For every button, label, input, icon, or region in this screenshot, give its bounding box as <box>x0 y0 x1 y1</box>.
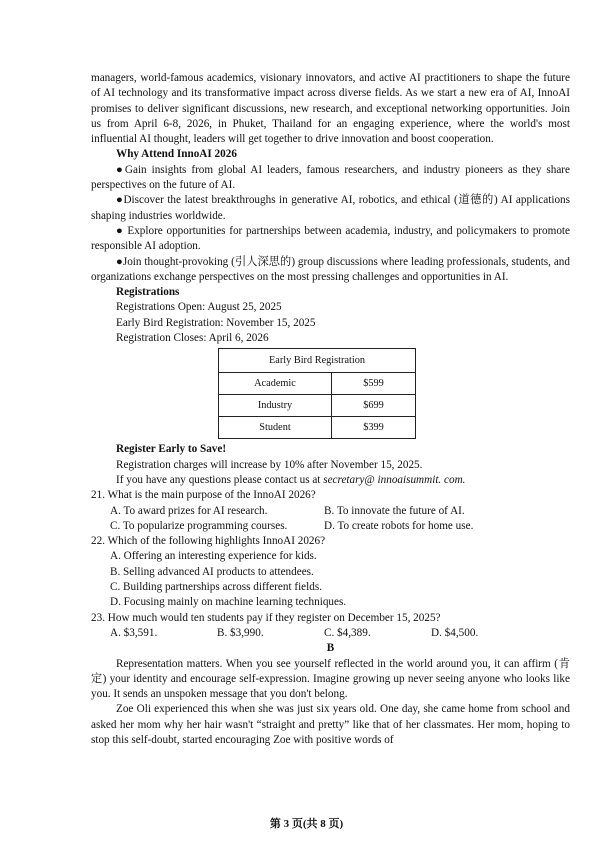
option: D. To create robots for home use. <box>324 519 474 532</box>
contact-line <box>91 473 570 488</box>
fee-table <box>218 348 416 439</box>
contact-prefix: If you have any questions please contact us at <box>116 473 324 486</box>
question-stem: 23. How much would ten students pay if they register on December 15, 2025? <box>91 611 441 624</box>
registrations-heading: Registrations <box>116 286 180 299</box>
bullet-item: ●Discover the latest breakthroughs in generative AI, robotics, and ethical (道德的) AI applications shaping industries worldwide. <box>91 194 570 222</box>
option: B. $3,990. <box>217 626 264 639</box>
register-early-heading: Register Early to Save! <box>116 443 227 456</box>
option-row <box>91 504 570 519</box>
option: D. $4,500. <box>431 626 479 639</box>
registration-date: Early Bird Registration: November 15, 2025 <box>116 316 316 329</box>
page-content <box>91 71 570 748</box>
page-footer: 第 3 页(共 8 页) <box>269 818 344 830</box>
table-row <box>219 373 416 395</box>
bullet-item: ●Join thought-provoking (引人深思的) group discussions where leading professionals, students, and organizations exchange perspectives on the most pressing challenges and opportunities in AI. <box>91 255 570 283</box>
registration-date: Registration Closes: April 6, 2026 <box>116 332 269 345</box>
option: A. $3,591. <box>110 626 158 639</box>
option: A. Offering an interesting experience for kids. <box>110 550 317 563</box>
fee-category: Industry <box>219 395 332 417</box>
contact-email: secretary@ innoaisummit. com. <box>323 473 466 486</box>
registration-date: Registrations Open: August 25, 2025 <box>116 301 282 314</box>
option: A. To award prizes for AI research. <box>110 504 268 517</box>
option: B. Selling advanced AI products to attendees. <box>110 565 314 578</box>
price-increase-note: Registration charges will increase by 10% after November 15, 2025. <box>116 458 423 471</box>
option: D. Focusing mainly on machine learning techniques. <box>110 596 347 609</box>
option-row <box>91 519 570 534</box>
fee-category: Student <box>219 417 332 439</box>
question-stem: 21. What is the main purpose of the InnoAI 2026? <box>91 489 316 502</box>
option-row <box>91 626 570 641</box>
option: C. Building partnerships across different fields. <box>110 581 323 594</box>
option: C. To popularize programming courses. <box>110 519 288 532</box>
fee-price: $599 <box>332 373 416 395</box>
question-stem: 22. Which of the following highlights InnoAI 2026? <box>91 535 326 548</box>
bullet-item: ●Gain insights from global AI leaders, famous researchers, and industry pioneers as they share perspectives on the future of AI. <box>91 163 570 192</box>
why-attend-heading: Why Attend InnoAI 2026 <box>116 148 237 161</box>
table-row <box>219 395 416 417</box>
fee-category: Academic <box>219 373 332 395</box>
option: C. $4,389. <box>324 626 371 639</box>
fee-table-title: Early Bird Registration <box>219 349 416 373</box>
passage-paragraph: Representation matters. When you see yourself reflected in the world around you, it can affirm (肯定) your identity and encourage self-expression. Imagine growing up never seeing anyone who looks like you. It sends an unspoken message that you don't belong. <box>91 657 570 701</box>
fee-price: $699 <box>332 395 416 417</box>
fee-price: $399 <box>332 417 416 439</box>
bullet-item: ● Explore opportunities for partnerships between academia, industry, and policymakers to promote responsible AI adoption. <box>91 224 570 253</box>
table-row <box>219 417 416 439</box>
intro-paragraph: managers, world-famous academics, visionary innovators, and active AI practitioners to shape the future of AI technology and its transformative impact across diverse fields. As we start a new era of AI, InnoAI promises to deliver significant discussions, new research, and exceptional networking opportunities. Join us from April 6-8, 2026, in Phuket, Thailand for an engaging experience, where the world's most influential AI thought, leaders will get together to drive innovation and boost cooperation. <box>91 72 570 146</box>
option: B. To innovate the future of AI. <box>324 504 465 517</box>
section-b-label: B <box>326 642 335 655</box>
passage-paragraph: Zoe Oli experienced this when she was just six years old. One day, she came home from school and asked her mom why her hair wasn't “straight and pretty” like that of her classmates. Her mom, hoping to stop this self-doubt, started encouraging Zoe with positive words of <box>91 703 570 746</box>
